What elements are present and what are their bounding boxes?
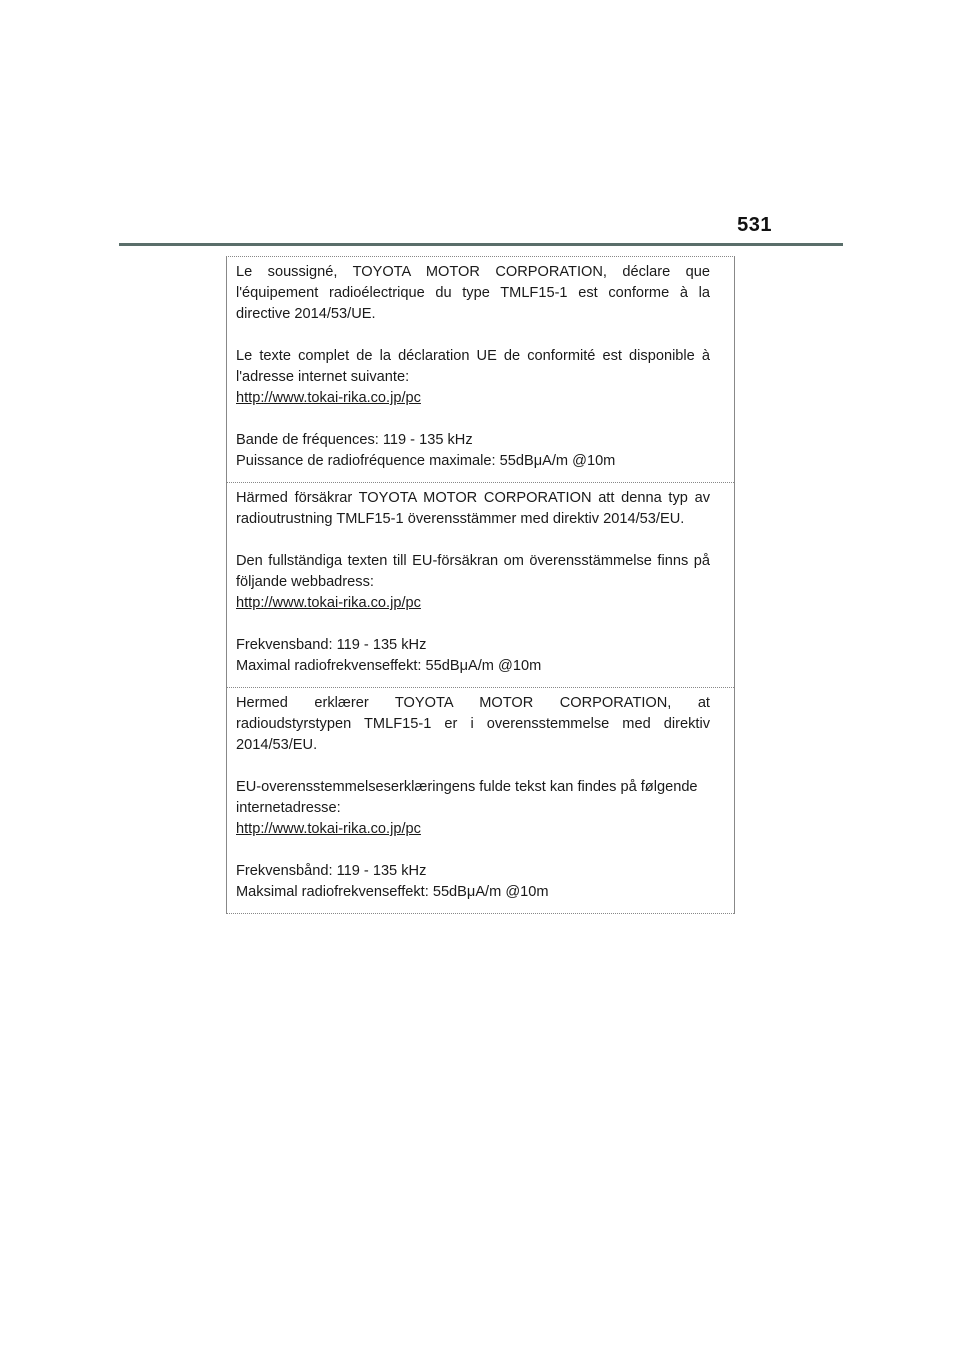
declaration-statement: Härmed försäkrar TOYOTA MOTOR CORPORATION att denna typ av radioutrustning TMLF15-1 överensstämmer med direktiv 2014/53/EU. <box>236 490 710 527</box>
frequency-band: Frekvensbånd: 119 - 135 kHz <box>236 863 427 879</box>
declaration-technical-specs <box>236 861 710 903</box>
declaration-availability-text <box>236 777 710 840</box>
declaration-statement: Le soussigné, TOYOTA MOTOR CORPORATION, déclare que l'équipement radioélectrique du type TMLF15-1 est conforme à la directive 2014/53/UE. <box>236 264 710 322</box>
declaration-url-link[interactable]: http://www.tokai-rika.co.jp/pc <box>236 595 421 611</box>
declaration-technical-specs <box>236 430 710 472</box>
max-power: Maximal radiofrekvenseffekt: 55dBμA/m @10m <box>236 658 542 674</box>
availability-text: EU-overensstemmelseserklæringens fulde tekst kan findes på følgende internetadresse: <box>236 779 698 816</box>
declaration-section-french <box>227 257 734 483</box>
declaration-technical-specs <box>236 635 710 677</box>
availability-text: Le texte complet de la déclaration UE de conformité est disponible à l'adresse internet suivante: <box>236 348 710 385</box>
declaration-box <box>226 256 735 914</box>
declaration-statement: Hermed erklærer TOYOTA MOTOR CORPORATION, at radioudstyrstypen TMLF15-1 er i overensstemmelse med direktiv 2014/53/EU. <box>236 695 710 753</box>
frequency-band: Frekvensband: 119 - 135 kHz <box>236 637 427 653</box>
max-power: Maksimal radiofrekvenseffekt: 55dBμA/m @10m <box>236 884 549 900</box>
declaration-availability-text <box>236 346 710 409</box>
availability-text: Den fullständiga texten till EU-försäkran om överensstämmelse finns på följande webbadress: <box>236 553 710 590</box>
page-number: 531 <box>737 214 772 236</box>
declaration-section-danish <box>227 688 734 914</box>
frequency-band: Bande de fréquences: 119 - 135 kHz <box>236 432 473 448</box>
declaration-section-swedish <box>227 483 734 688</box>
declaration-availability-text <box>236 551 710 614</box>
declaration-url-link[interactable]: http://www.tokai-rika.co.jp/pc <box>236 390 421 406</box>
declaration-url-link[interactable]: http://www.tokai-rika.co.jp/pc <box>236 821 421 837</box>
header-rule <box>119 243 843 246</box>
max-power: Puissance de radiofréquence maximale: 55dBμA/m @10m <box>236 453 616 469</box>
